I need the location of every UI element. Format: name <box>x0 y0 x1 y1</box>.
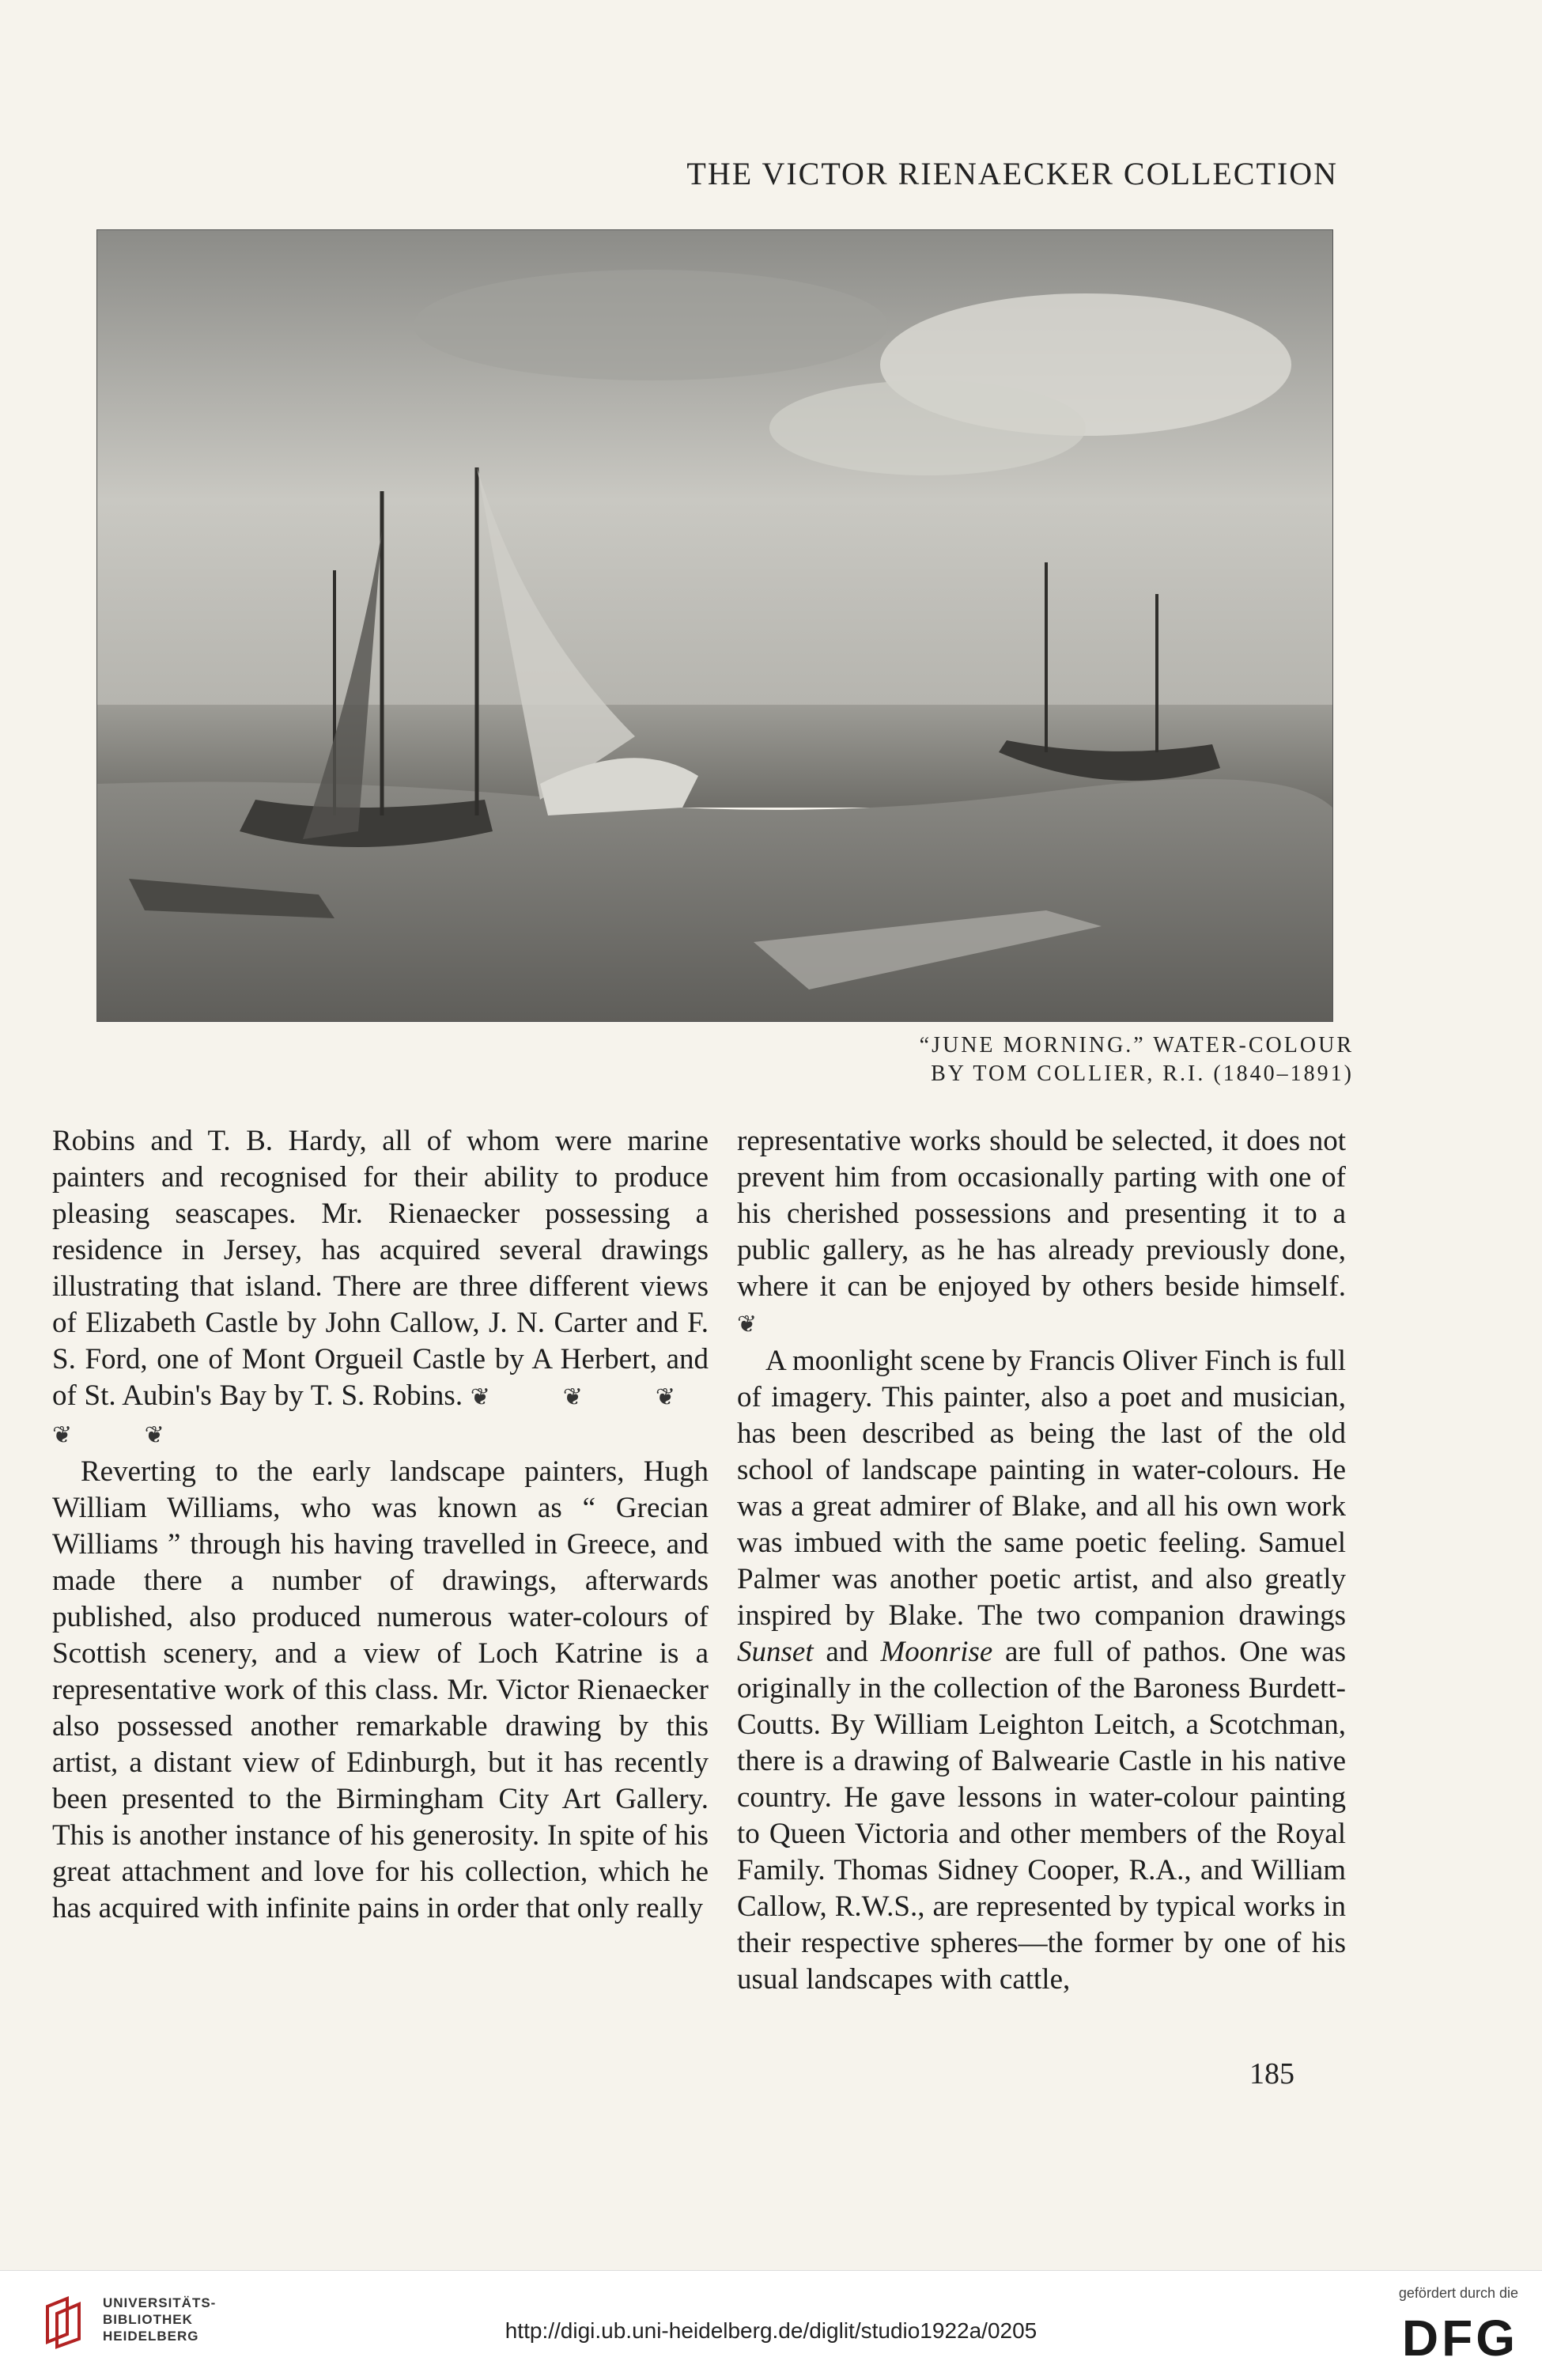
right-column <box>737 1123 1346 1998</box>
paragraph-text: representative works should be selected, it does not prevent him from occasionally parting with one of his cherished possessions and presenting it to a public gallery, as he has already previously done, where it can be enjoyed by others beside himself. <box>737 1125 1346 1303</box>
library-name: UNIVERSITÄTS- BIBLIOTHEK HEIDELBERG <box>103 2295 217 2344</box>
paragraph-text: are full of pathos. One was originally in the collection of the Baroness Burdett-Coutts. By William Leighton Leitch, a Scotchman, there is a drawing of Balwearie Castle in his native country. He gave lessons in water-colour painting to Queen Victoria and other members of the Royal Family. Thomas Sidney Cooper, R.A., and William Callow, R.W.S., are represented by typical works in their respective spheres—the former by one of his usual landscapes with cattle, <box>737 1636 1346 1996</box>
paragraph <box>737 1343 1346 1998</box>
page-number: 185 <box>1249 2057 1294 2091</box>
paragraph-text: A moonlight scene by Francis Oliver Finch is full of imagery. This painter, also a poet and musician, has been described as being the last of the old school of landscape painting in water-colours. He was a great admirer of Blake, and all his own work was imbued with the same poetic feeling. Samuel Palmer was another poetic artist, and also greatly inspired by Blake. The two companion drawings <box>737 1345 1346 1632</box>
source-url-link[interactable]: http://digi.ub.uni-heidelberg.de/diglit/studio1922a/0205 <box>505 2318 1037 2343</box>
caption-artist: BY TOM COLLIER, R.I. (1840–1891) <box>931 1061 1354 1086</box>
funded-by-label: gefördert durch die <box>1398 2285 1518 2301</box>
paragraph <box>737 1123 1346 1343</box>
plate-caption <box>920 1031 1354 1088</box>
dfg-logo: DFG <box>1401 2310 1518 2367</box>
ornament-icon: ❦ ❦ ❦ ❦ ❦ <box>52 1384 709 1448</box>
caption-title: “JUNE MORNING.” WATER-COLOUR <box>919 1033 1354 1058</box>
left-column <box>52 1123 709 1927</box>
running-title: THE VICTOR RIENAECKER COLLECTION <box>686 156 1338 191</box>
ornament-icon: ❦ <box>737 1311 791 1338</box>
title-sunset: Sunset <box>737 1636 814 1668</box>
paragraph-text: and <box>813 1636 881 1668</box>
digitization-footer <box>0 2270 1542 2380</box>
seascape-illustration <box>97 230 1332 1021</box>
paragraph: Reverting to the early landscape painters, Hugh William Williams, who was known as “ Grecian Williams ” through his having travelled in Greece, and made there a number of drawings, afterwards published, also produced numerous water-colours of Scottish scenery, and a view of Loch Katrine is a representative work of this class. Mr. Victor Rienaecker also possessed another remarkable drawing by this artist, a distant view of Edinburgh, but it has recently been presented to the Birmingham City Art Gallery. This is another instance of his generosity. In spite of his great attachment and love for his collection, which he has acquired with infinite pains in order that only really <box>52 1455 709 1924</box>
title-moonrise: Moonrise <box>880 1636 993 1668</box>
paragraph-text: Robins and T. B. Hardy, all of whom were marine painters and recognised for their ability to produce pleasing seascapes. Mr. Rienaecker possessing a residence in Jersey, has acquired several drawings illustrating that island. There are three different views of Elizabeth Castle by John Callow, J. N. Carter and F. S. Ford, one of Mont Orgueil Castle by A Herbert, and of St. Aubin's Bay by T. S. Robins. <box>52 1125 709 1412</box>
painting-plate <box>96 229 1333 1022</box>
paragraph <box>52 1123 709 1454</box>
